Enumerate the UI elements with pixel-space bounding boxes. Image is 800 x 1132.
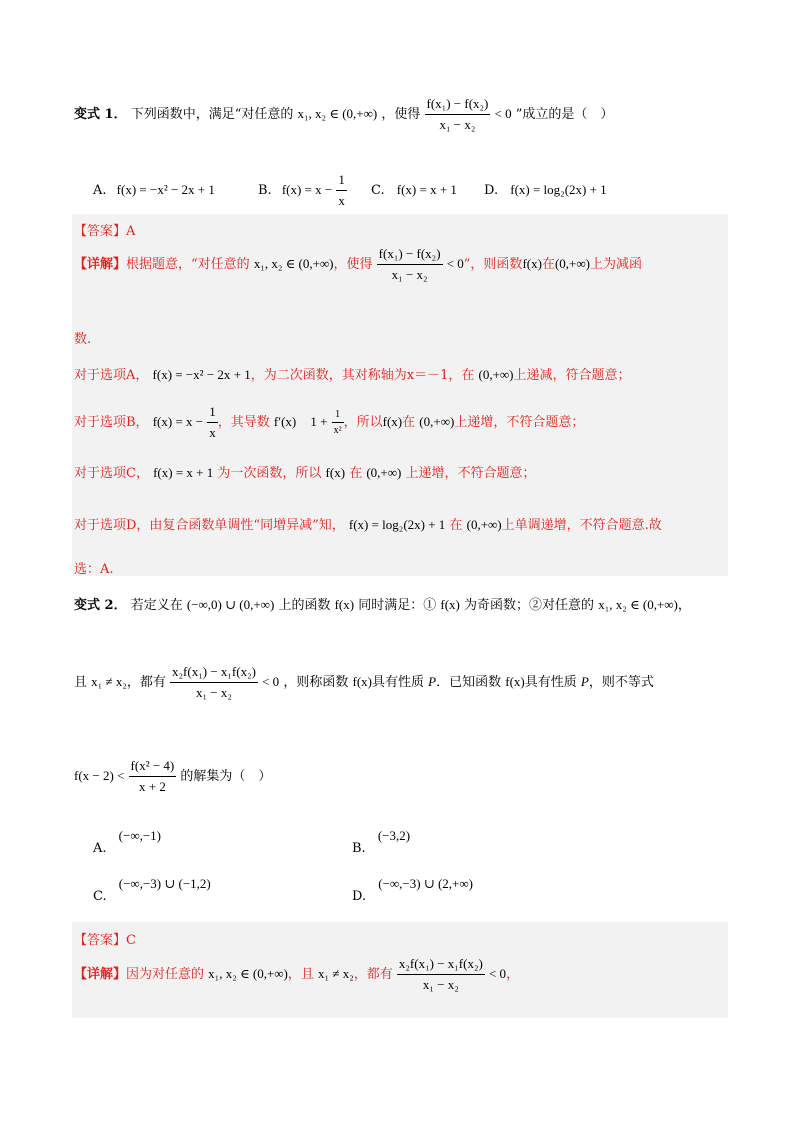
detail-frac-rel: < 0 [488, 966, 507, 981]
detail-label: 【详解】 [74, 257, 127, 272]
detail-text: 根据题意，“对任意的 [126, 257, 250, 272]
analysis-interval: (0,+∞) [478, 367, 514, 382]
option-expr: f(x) = log₂(2x) + 1 [510, 182, 607, 197]
option-expr: (−3,2) [377, 828, 411, 843]
detail-text: ， [506, 967, 520, 982]
analysis-text: ，其导数 [217, 415, 270, 430]
v2-text: ，则称函数 [283, 675, 349, 690]
analysis-frac-den: x [209, 425, 216, 440]
analysis-fx: f(x) [382, 414, 403, 429]
v2-text: 的解集为（ ） [180, 769, 272, 784]
v2-text: 同时满足：① [358, 598, 437, 613]
v1-stem-text-b: ，使得 [381, 107, 421, 122]
analysis-frac-num: 1 [332, 409, 344, 423]
v2-fx: f(x) [352, 674, 372, 689]
option-expr: f(x) = −x² − 2x + 1 [116, 182, 215, 197]
v2-option-b[interactable] [352, 828, 411, 856]
v1-frac-rel: < 0 [494, 106, 512, 121]
analysis-text: 为一次函数，所以 [217, 466, 322, 481]
v2-option-c[interactable] [93, 876, 211, 904]
detail-fraction [377, 246, 443, 283]
v2-domain: (−∞,0) ∪ (0,+∞) [186, 597, 275, 612]
detail-frac-num: x₂f(x₁) − x₁f(x₂) [397, 956, 485, 975]
v2-ineq-num: f(x² − 4) [129, 758, 177, 777]
analysis-text: 在 [449, 518, 463, 533]
detail-text: 因为对任意的 [126, 967, 205, 982]
v2-text: ， [677, 598, 691, 613]
v1-label: 变式 1． [74, 107, 127, 122]
analysis-text: 在 [402, 415, 416, 430]
v2-text: 若定义在 [130, 598, 183, 613]
v2-stem-line1 [74, 594, 691, 613]
detail-text: ，且 [287, 967, 314, 982]
v2-text: 且 [74, 675, 88, 690]
option-frac-num: 1 [336, 172, 347, 191]
analysis-interval: (0,+∞) [466, 517, 502, 532]
option-expr: f(x) = x + 1 [396, 182, 457, 197]
analysis-expr: f(x) = log₂(2x) + 1 [348, 517, 446, 532]
analysis-deriv-expr: 1 + [310, 414, 328, 429]
detail-vars: x₁, x₂ ∈ (0,+∞) [208, 966, 288, 981]
v2-text: ．已知函数 [436, 675, 502, 690]
analysis-expr: f(x) = x + 1 [153, 465, 214, 480]
v1-detail-line2: 数. [74, 332, 92, 347]
option-letter: D. [352, 889, 367, 904]
detail-text: ，使得 [333, 257, 373, 272]
v2-option-a[interactable] [93, 828, 162, 856]
analysis-frac-den: x² [333, 425, 342, 436]
option-expr: (−∞,−3) ∪ (2,+∞) [378, 876, 473, 891]
option-frac-den: x [338, 193, 345, 208]
detail-text: 上为减函 [589, 257, 642, 272]
v2-fx: f(x) [334, 597, 355, 612]
analysis-text: 上单调递增，不符合题意.故 [501, 518, 662, 533]
v2-ineq-den: x + 2 [138, 779, 166, 794]
v1-condition-fraction [425, 96, 491, 133]
option-letter: C. [371, 183, 385, 198]
detail-fx: f(x) [522, 256, 542, 271]
option-expr: (−∞,−1) [118, 828, 162, 843]
option-letter: D. [484, 183, 499, 198]
v2-ineq-left: f(x − 2) < [74, 768, 125, 783]
analysis-deriv: f′(x) [273, 414, 297, 429]
v1-option-b-analysis [74, 404, 584, 441]
detail-neq: x₁ ≠ x₂ [318, 966, 354, 981]
detail-label: 【详解】 [74, 967, 127, 982]
analysis-text: 在 [349, 466, 363, 481]
detail-text: ”，则函数 [463, 257, 523, 272]
v2-property-p: P [428, 674, 437, 689]
v2-fx: f(x) [440, 597, 460, 612]
analysis-text: 上递减，符合题意； [513, 368, 631, 383]
detail-text: 在 [541, 257, 555, 272]
v2-text: ，则不等式 [588, 675, 654, 690]
v1-vars: x₁, x₂ ∈ (0,+∞) [297, 106, 378, 121]
analysis-text: 对于选项D，由复合函数单调性“同增异减”知， [74, 518, 345, 533]
analysis-expr: f(x) = x − [152, 414, 204, 429]
v2-text: 上的函数 [278, 598, 331, 613]
v1-option-a-analysis [74, 364, 631, 383]
option-letter: A. [93, 183, 107, 198]
v1-stem-text-a: 下列函数中，满足“对任意的 [130, 107, 294, 122]
v1-frac-num: f(x₁) − f(x₂) [425, 96, 491, 115]
detail-frac-rel: < 0 [446, 256, 464, 271]
v1-option-c-analysis [74, 462, 536, 481]
v2-detail-line1 [74, 956, 519, 993]
analysis-frac [207, 404, 218, 441]
option-expr: f(x) = x − [281, 182, 333, 197]
analysis-frac-num: 1 [207, 404, 218, 423]
v2-frac-rel: < 0 [262, 674, 280, 689]
analysis-expr: f(x) = −x² − 2x + 1 [152, 367, 251, 382]
analysis-fx: f(x) [325, 465, 346, 480]
v2-ineq-fraction [129, 758, 177, 795]
analysis-interval: (0,+∞) [419, 414, 455, 429]
detail-interval: (0,+∞) [554, 256, 590, 271]
v2-frac-den: x₁ − x₂ [196, 685, 232, 700]
analysis-deriv-frac [332, 409, 344, 436]
v2-condition-fraction [170, 664, 258, 701]
option-letter: A. [93, 841, 107, 856]
detail-frac-den: x₁ − x₂ [422, 977, 459, 992]
v1-option-a[interactable] [93, 182, 215, 198]
v2-stem-line2 [74, 664, 654, 701]
v1-frac-den: x₁ − x₂ [439, 117, 476, 132]
v2-option-d[interactable] [352, 876, 473, 904]
detail-text: ，都有 [353, 967, 393, 982]
option-expr: (−∞,−3) ∪ (−1,2) [118, 876, 211, 891]
v2-label: 变式 2． [74, 598, 127, 613]
v2-fx: f(x) [505, 674, 525, 689]
v1-detail-conclusion: 选：A. [74, 562, 114, 577]
v2-inequality [74, 758, 271, 795]
v2-text: 具有性质 [524, 675, 577, 690]
detail-frac-num: f(x₁) − f(x₂) [377, 246, 443, 265]
v2-vars: x₁, x₂ ∈ (0,+∞) [598, 597, 678, 612]
option-letter: B. [352, 841, 366, 856]
analysis-text: ，为二次函数，其对称轴为x＝－1，在 [250, 368, 475, 383]
option-letter: B. [258, 183, 272, 198]
v2-text: 具有性质 [371, 675, 424, 690]
v1-option-d-analysis [74, 514, 662, 533]
detail-vars: x₁, x₂ ∈ (0,+∞) [253, 256, 334, 271]
v1-stem [74, 96, 613, 133]
detail-frac-den: x₁ − x₂ [391, 267, 428, 282]
v2-property-p: P [580, 674, 589, 689]
v1-option-b[interactable] [258, 172, 347, 209]
v1-detail-line1 [74, 246, 642, 283]
v1-stem-text-c: ”成立的是（ ） [515, 107, 614, 122]
analysis-text: 上递增，不符合题意； [405, 466, 536, 481]
v2-answer: 【答案】C [74, 933, 136, 948]
v2-neq: x₁ ≠ x₂ [91, 674, 127, 689]
v2-frac-num: x₂f(x₁) − x₁f(x₂) [170, 664, 258, 683]
v2-text: ，都有 [126, 675, 166, 690]
analysis-text: 对于选项A， [74, 368, 149, 383]
v1-answer: 【答案】A [74, 224, 136, 239]
analysis-text: 对于选项B， [74, 415, 149, 430]
v1-option-c[interactable] [371, 182, 457, 198]
v1-option-d[interactable] [484, 182, 607, 198]
option-frac [336, 172, 347, 209]
option-letter: C. [93, 889, 107, 904]
analysis-text: 上递增，不符合题意； [454, 415, 585, 430]
analysis-text: 对于选项C， [74, 466, 149, 481]
analysis-interval: (0,+∞) [366, 465, 402, 480]
detail-fraction [397, 956, 485, 993]
analysis-text: ，所以 [343, 415, 383, 430]
v2-text: 为奇函数；②对任意的 [464, 598, 595, 613]
